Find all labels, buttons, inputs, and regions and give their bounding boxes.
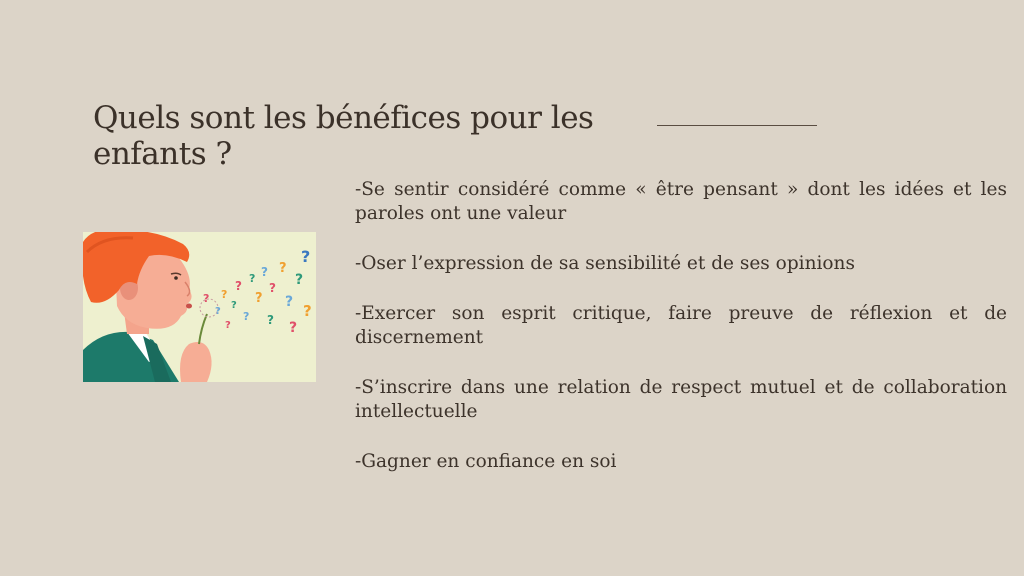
svg-text:?: ? <box>267 313 274 327</box>
benefit-item: -Oser l’expression de sa sensibilité et de ses opinions <box>355 253 855 274</box>
svg-text:?: ? <box>279 261 287 276</box>
svg-text:?: ? <box>301 247 311 266</box>
svg-text:?: ? <box>255 291 263 306</box>
svg-text:?: ? <box>231 300 237 311</box>
svg-text:?: ? <box>269 281 276 295</box>
child-blowing-question-marks-illustration <box>83 232 316 382</box>
svg-text:?: ? <box>261 265 268 279</box>
benefits-list <box>355 178 1007 500</box>
benefit-item: -Se sentir considéré comme « être pensant » dont les idées et les paroles ont une valeur <box>355 179 1007 224</box>
svg-text:?: ? <box>203 292 210 305</box>
title-divider-line <box>657 125 817 126</box>
svg-text:?: ? <box>243 310 250 323</box>
benefit-item: -Gagner en confiance en soi <box>355 451 617 472</box>
svg-text:?: ? <box>225 320 231 331</box>
benefit-item: -S’inscrire dans une relation de respect mutuel et de collaboration intellectuelle <box>355 377 1007 422</box>
svg-text:?: ? <box>303 302 312 320</box>
benefit-item: -Exercer son esprit critique, faire preuve de réflexion et de discernement <box>355 303 1007 348</box>
svg-text:?: ? <box>289 320 298 336</box>
svg-text:?: ? <box>295 272 304 288</box>
svg-text:?: ? <box>285 294 294 310</box>
slide-title: Quels sont les bénéfices pour les enfants ? <box>93 100 594 172</box>
svg-text:?: ? <box>215 306 221 317</box>
svg-text:?: ? <box>221 288 228 301</box>
svg-text:?: ? <box>235 279 242 293</box>
svg-text:?: ? <box>249 272 256 285</box>
